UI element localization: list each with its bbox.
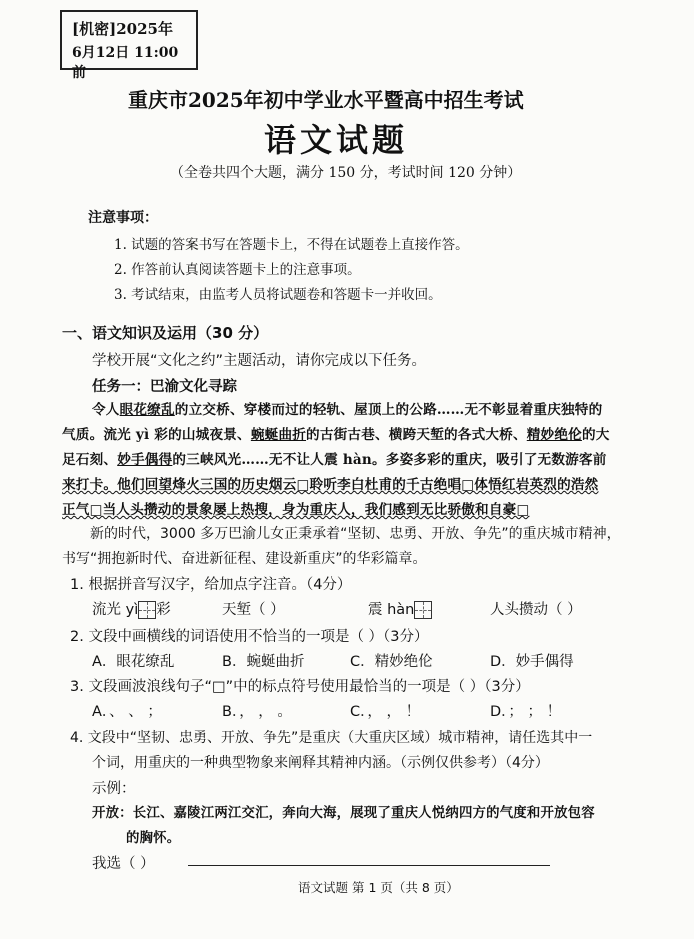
q1-item-a bbox=[92, 598, 171, 619]
q1-pinyin-2: 震 hàn bbox=[368, 602, 415, 618]
passage-text: 的大 bbox=[581, 427, 610, 443]
confidential-line-2: 6月12日 11:00 前 bbox=[72, 45, 179, 81]
note-item-1: 1. 试题的答案书写在答题卡上，不得在试题卷上直接作答。 bbox=[114, 237, 469, 253]
underlined-word-a: 眼花缭乱 bbox=[119, 402, 175, 418]
q1-item-b: 天堑（ ） bbox=[222, 602, 285, 618]
section-1-heading: 一、语文知识及运用（30 分） bbox=[62, 324, 269, 342]
q2-option-b[interactable]: B．蜿蜒曲折 bbox=[222, 654, 305, 670]
q3-option-b[interactable]: B．， ， 。 bbox=[222, 704, 292, 720]
passage-text: 令人 bbox=[92, 402, 120, 418]
question-4-stem-1: 4. 文段中“坚韧、忠勇、开放、争先”是重庆（大重庆区域）城市精神，请任选其中一 bbox=[70, 730, 593, 746]
character-grid-box[interactable] bbox=[414, 601, 432, 619]
notes-heading: 注意事项： bbox=[88, 210, 158, 226]
passage-line-6: 新的时代，3000 多万巴渝儿女正秉承着“坚韧、忠勇、开放、争先”的重庆城市精神， bbox=[90, 526, 621, 542]
question-3-stem: 3. 文段画波浪线句子“□”中的标点符号使用最恰当的一项是（ ）（3分） bbox=[70, 679, 530, 695]
note-item-2: 2. 作答前认真阅读答题卡上的注意事项。 bbox=[114, 262, 361, 278]
passage-line-7: 书写“拥抱新时代、奋进新征程、建设新重庆”的华彩篇章。 bbox=[62, 551, 427, 567]
question-2-stem: 2. 文段中画横线的词语使用不恰当的一项是（ ）（3分） bbox=[70, 629, 429, 645]
passage-line-3 bbox=[62, 448, 607, 468]
q2-option-a[interactable]: A．眼花缭乱 bbox=[92, 654, 175, 670]
answer-blank-line[interactable] bbox=[188, 865, 550, 866]
question-4-stem-2: 个词，用重庆的一种典型物象来阐释其精神内涵。（示例仅供参考）（4分） bbox=[92, 755, 549, 771]
q1-item-d: 人头攒动（ ） bbox=[490, 602, 582, 618]
q3-option-c[interactable]: C．， ， ！ bbox=[350, 704, 421, 720]
passage-line-1 bbox=[92, 398, 602, 418]
question-1-stem: 1. 根据拼音写汉字，给加点字注音。（4分） bbox=[70, 577, 352, 593]
example-label: 示例： bbox=[92, 781, 136, 797]
example-line-2: 的胸怀。 bbox=[126, 830, 181, 846]
underlined-word-b: 蜿蜒曲折 bbox=[250, 427, 307, 443]
passage-line-4-wavy: 来打卡。他们回望烽火三国的历史烟云□聆听李白杜甫的千古绝唱□体悟红岩英烈的浩然 bbox=[62, 477, 599, 493]
choice-prompt: 我选（ ） bbox=[92, 856, 155, 872]
q2-option-d[interactable]: D．妙手偶得 bbox=[490, 654, 574, 670]
passage-text: 的各式大桥、 bbox=[444, 427, 527, 443]
passage-line-5-wavy: 正气□当人头攒动的景象屡上热搜，身为重庆人，我们感到无比骄傲和自豪□ bbox=[62, 502, 530, 518]
note-item-3: 3. 考试结束，由监考人员将试题卷和答题卡一并收回。 bbox=[114, 287, 442, 303]
task-1-title: 任务一：巴渝文化寻踪 bbox=[92, 379, 237, 395]
q1-pinyin-1: 流光 yì bbox=[92, 602, 139, 618]
q1-char-suffix: 彩 bbox=[156, 602, 171, 618]
passage-text: 的三峡风光……无不让人震 hàn。多姿多彩的重庆，吸引了无数游客前 bbox=[172, 452, 607, 468]
section-1-intro: 学校开展“文化之约”主题活动，请你完成以下任务。 bbox=[92, 353, 427, 369]
confidential-line-1: [机密]2025年 bbox=[72, 20, 173, 38]
example-line-1: 开放：长江、嘉陵江两江交汇，奔向大海，展现了重庆人悦纳四方的气度和开放包容 bbox=[92, 805, 595, 821]
underlined-word-d: 妙手偶得 bbox=[117, 452, 173, 468]
passage-text: 气质。流光 yì 彩的山城夜景、 bbox=[62, 427, 251, 443]
confidential-stamp-box bbox=[60, 10, 198, 81]
character-grid-box[interactable] bbox=[138, 601, 156, 619]
subject-title: 语文试题 bbox=[264, 121, 409, 159]
passage-line-2 bbox=[62, 423, 610, 443]
exam-info: （全卷共四个大题，满分 150 分，考试时间 120 分钟） bbox=[170, 165, 522, 181]
underlined-word-c: 精妙绝伦 bbox=[526, 427, 582, 443]
dotted-char-qian: 堑 bbox=[430, 427, 444, 443]
passage-text: 的立交桥、穿楼而过的轻轨、屋顶上的公路……无不彰显着重庆独特的 bbox=[174, 402, 603, 418]
passage-text: 足石刻、 bbox=[62, 452, 118, 468]
q3-option-a[interactable]: A．、 、 ； bbox=[92, 704, 162, 720]
q2-option-c[interactable]: C．精妙绝伦 bbox=[350, 654, 433, 670]
exam-title: 重庆市2025年初中学业水平暨高中招生考试 bbox=[128, 88, 524, 112]
page-footer: 语文试题 第 1 页（共 8 页） bbox=[298, 880, 459, 895]
q1-item-c bbox=[368, 598, 432, 619]
passage-text: 的古街古巷、横跨天 bbox=[306, 427, 431, 443]
q3-option-d[interactable]: D．； ； ！ bbox=[490, 704, 562, 720]
